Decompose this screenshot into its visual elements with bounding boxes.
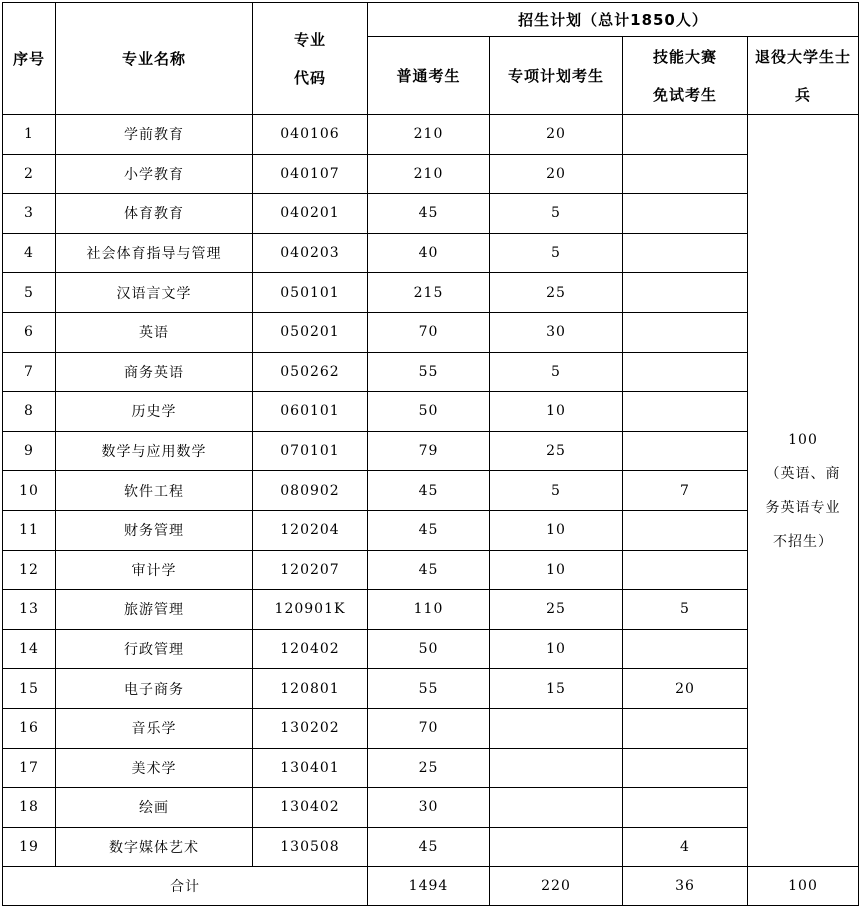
cell-major-code: 040107 <box>253 154 368 194</box>
cell-major-name: 小学教育 <box>56 154 253 194</box>
cell-regular: 210 <box>368 115 490 155</box>
cell-veterans-note <box>748 115 859 867</box>
table-row <box>3 748 859 788</box>
cell-skills <box>623 392 748 432</box>
cell-major-name: 绘画 <box>56 788 253 828</box>
table-row <box>3 590 859 630</box>
table-row <box>3 392 859 432</box>
cell-regular: 79 <box>368 431 490 471</box>
cell-major-code: 040106 <box>253 115 368 155</box>
cell-major-name: 旅游管理 <box>56 590 253 630</box>
cell-seq: 9 <box>3 431 56 471</box>
cell-major-name: 数字媒体艺术 <box>56 827 253 867</box>
total-veterans: 100 <box>748 867 859 906</box>
cell-seq: 18 <box>3 788 56 828</box>
total-skills: 36 <box>623 867 748 906</box>
cell-skills <box>623 154 748 194</box>
cell-major-name: 行政管理 <box>56 629 253 669</box>
cell-major-code: 120801 <box>253 669 368 709</box>
header-plan-title: 招生计划（总计1850人） <box>368 3 859 37</box>
cell-major-code: 050101 <box>253 273 368 313</box>
cell-major-name: 音乐学 <box>56 708 253 748</box>
cell-major-code: 130402 <box>253 788 368 828</box>
table-row <box>3 352 859 392</box>
cell-major-name: 商务英语 <box>56 352 253 392</box>
table-row <box>3 233 859 273</box>
cell-major-name: 数学与应用数学 <box>56 431 253 471</box>
cell-seq: 11 <box>3 510 56 550</box>
header-veterans-line2: 兵 <box>794 85 811 104</box>
cell-regular: 45 <box>368 471 490 511</box>
cell-major-code: 060101 <box>253 392 368 432</box>
cell-special: 10 <box>490 550 623 590</box>
cell-seq: 12 <box>3 550 56 590</box>
cell-special: 25 <box>490 590 623 630</box>
cell-special: 5 <box>490 194 623 234</box>
header-code-line1: 专业 <box>293 30 326 49</box>
header-major-name: 专业名称 <box>56 3 253 115</box>
cell-regular: 45 <box>368 550 490 590</box>
veterans-note-line3: 不招生） <box>773 533 833 550</box>
cell-major-name: 美术学 <box>56 748 253 788</box>
cell-regular: 70 <box>368 312 490 352</box>
cell-major-code: 050262 <box>253 352 368 392</box>
cell-major-name: 社会体育指导与管理 <box>56 233 253 273</box>
cell-regular: 25 <box>368 748 490 788</box>
header-veterans-line1: 退役大学生士 <box>754 47 851 66</box>
cell-regular: 40 <box>368 233 490 273</box>
cell-seq: 10 <box>3 471 56 511</box>
veterans-note-line2: 务英语专业 <box>765 499 841 516</box>
table-row <box>3 471 859 511</box>
table-row <box>3 550 859 590</box>
cell-seq: 19 <box>3 827 56 867</box>
table-row <box>3 194 859 234</box>
cell-major-code: 040203 <box>253 233 368 273</box>
cell-seq: 8 <box>3 392 56 432</box>
header-skills-line1: 技能大赛 <box>652 47 717 66</box>
cell-major-name: 财务管理 <box>56 510 253 550</box>
header-seq: 序号 <box>3 3 56 115</box>
cell-skills <box>623 194 748 234</box>
cell-major-code: 080902 <box>253 471 368 511</box>
cell-special: 5 <box>490 352 623 392</box>
cell-regular: 55 <box>368 669 490 709</box>
cell-seq: 7 <box>3 352 56 392</box>
cell-major-name: 审计学 <box>56 550 253 590</box>
header-code-line2: 代码 <box>293 68 326 87</box>
cell-seq: 13 <box>3 590 56 630</box>
cell-regular: 50 <box>368 392 490 432</box>
table-row <box>3 312 859 352</box>
cell-skills <box>623 708 748 748</box>
cell-major-code: 120207 <box>253 550 368 590</box>
cell-skills <box>623 115 748 155</box>
cell-skills: 20 <box>623 669 748 709</box>
cell-skills <box>623 352 748 392</box>
total-regular: 1494 <box>368 867 490 906</box>
cell-major-name: 软件工程 <box>56 471 253 511</box>
cell-seq: 2 <box>3 154 56 194</box>
cell-major-code: 130508 <box>253 827 368 867</box>
cell-major-code: 070101 <box>253 431 368 471</box>
cell-skills: 4 <box>623 827 748 867</box>
cell-skills: 5 <box>623 590 748 630</box>
table-row <box>3 708 859 748</box>
header-veterans <box>748 37 859 115</box>
cell-regular: 70 <box>368 708 490 748</box>
cell-regular: 50 <box>368 629 490 669</box>
cell-major-name: 学前教育 <box>56 115 253 155</box>
cell-seq: 15 <box>3 669 56 709</box>
cell-regular: 110 <box>368 590 490 630</box>
header-special: 专项计划考生 <box>490 37 623 115</box>
cell-major-code: 040201 <box>253 194 368 234</box>
table-row <box>3 510 859 550</box>
cell-skills <box>623 233 748 273</box>
cell-special: 10 <box>490 629 623 669</box>
cell-seq: 17 <box>3 748 56 788</box>
cell-special: 30 <box>490 312 623 352</box>
cell-special: 10 <box>490 510 623 550</box>
cell-special: 15 <box>490 669 623 709</box>
cell-special <box>490 708 623 748</box>
cell-special: 5 <box>490 471 623 511</box>
cell-regular: 210 <box>368 154 490 194</box>
cell-major-name: 汉语言文学 <box>56 273 253 313</box>
header-skills <box>623 37 748 115</box>
header-major-code <box>253 3 368 115</box>
cell-regular: 55 <box>368 352 490 392</box>
cell-major-code: 130202 <box>253 708 368 748</box>
cell-special: 20 <box>490 154 623 194</box>
cell-seq: 6 <box>3 312 56 352</box>
table-row <box>3 273 859 313</box>
enrollment-plan-table <box>2 2 859 906</box>
table-row <box>3 431 859 471</box>
cell-seq: 3 <box>3 194 56 234</box>
cell-skills <box>623 629 748 669</box>
cell-special: 5 <box>490 233 623 273</box>
cell-special <box>490 788 623 828</box>
table-row <box>3 629 859 669</box>
cell-major-name: 电子商务 <box>56 669 253 709</box>
cell-major-name: 体育教育 <box>56 194 253 234</box>
cell-major-code: 120402 <box>253 629 368 669</box>
cell-major-code: 050201 <box>253 312 368 352</box>
cell-major-code: 120204 <box>253 510 368 550</box>
table-row <box>3 669 859 709</box>
cell-major-code: 130401 <box>253 748 368 788</box>
cell-skills <box>623 431 748 471</box>
cell-special: 25 <box>490 431 623 471</box>
total-label: 合计 <box>3 867 368 906</box>
cell-seq: 16 <box>3 708 56 748</box>
cell-skills <box>623 510 748 550</box>
total-row <box>3 867 859 906</box>
cell-special: 10 <box>490 392 623 432</box>
cell-special: 25 <box>490 273 623 313</box>
cell-seq: 5 <box>3 273 56 313</box>
total-special: 220 <box>490 867 623 906</box>
cell-skills <box>623 273 748 313</box>
cell-regular: 45 <box>368 827 490 867</box>
cell-skills <box>623 788 748 828</box>
cell-seq: 14 <box>3 629 56 669</box>
cell-special <box>490 827 623 867</box>
veterans-note-value: 100 <box>788 431 818 448</box>
cell-skills <box>623 550 748 590</box>
cell-seq: 1 <box>3 115 56 155</box>
table-row <box>3 115 859 155</box>
cell-skills: 7 <box>623 471 748 511</box>
header-regular: 普通考生 <box>368 37 490 115</box>
cell-skills <box>623 748 748 788</box>
cell-regular: 30 <box>368 788 490 828</box>
table-row <box>3 154 859 194</box>
cell-major-name: 历史学 <box>56 392 253 432</box>
cell-major-code: 120901K <box>253 590 368 630</box>
cell-regular: 45 <box>368 510 490 550</box>
cell-seq: 4 <box>3 233 56 273</box>
cell-skills <box>623 312 748 352</box>
table-body <box>3 115 859 906</box>
header-skills-line2: 免试考生 <box>652 85 717 104</box>
cell-special <box>490 748 623 788</box>
table-row <box>3 827 859 867</box>
cell-regular: 215 <box>368 273 490 313</box>
cell-regular: 45 <box>368 194 490 234</box>
cell-major-name: 英语 <box>56 312 253 352</box>
cell-special: 20 <box>490 115 623 155</box>
table-row <box>3 788 859 828</box>
veterans-note-line1: （英语、商 <box>765 465 841 482</box>
